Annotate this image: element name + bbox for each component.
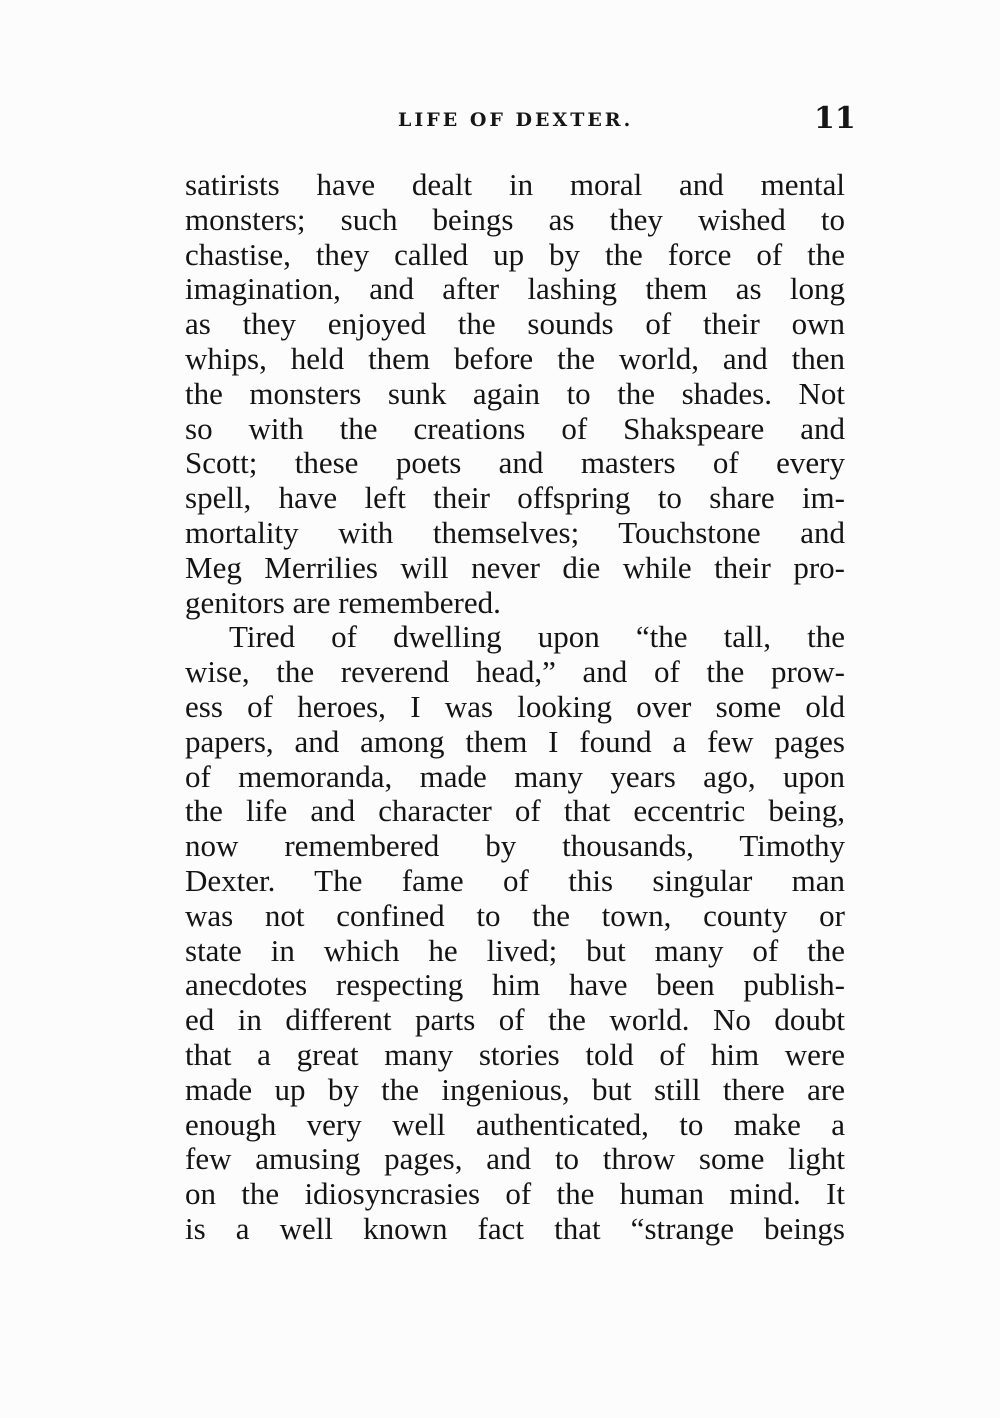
page-number: 11 bbox=[814, 101, 856, 136]
text-line: ed in different parts of the world. No doubt bbox=[185, 1002, 845, 1038]
text-line: chastise, they called up by the force of the bbox=[185, 236, 845, 272]
text-line: now remembered by thousands, Timothy bbox=[185, 828, 845, 864]
text-line: on the idiosyncrasies of the human mind. It bbox=[185, 1176, 845, 1212]
text-line: state in which he lived; but many of the bbox=[185, 932, 845, 968]
text-line: Dexter. The fame of this singular man bbox=[185, 862, 845, 898]
text-line: whips, held them before the world, and then bbox=[185, 340, 845, 376]
text-line: the life and character of that eccentric being, bbox=[185, 793, 845, 829]
text-line: so with the creations of Shakspeare and bbox=[185, 410, 845, 446]
text-line: that a great many stories told of him were bbox=[185, 1036, 845, 1072]
text-line: Scott; these poets and masters of every bbox=[185, 445, 845, 481]
text-line: anecdotes respecting him have been publish- bbox=[185, 967, 845, 1003]
body-text bbox=[185, 168, 845, 1247]
text-line: the monsters sunk again to the shades. Not bbox=[185, 375, 845, 411]
text-line: was not confined to the town, county or bbox=[185, 897, 845, 933]
running-title: LIFE OF DEXTER. bbox=[398, 109, 634, 131]
paragraph-end-line: genitors are remembered. bbox=[185, 584, 501, 620]
text-line: satirists have dealt in moral and mental bbox=[185, 167, 845, 202]
text-line: Meg Merrilies will never die while their pro- bbox=[185, 549, 845, 585]
text-line: few amusing pages, and to throw some light bbox=[185, 1141, 845, 1177]
text-line: monsters; such beings as they wished to bbox=[185, 201, 845, 237]
text-line: made up by the ingenious, but still there are bbox=[185, 1071, 845, 1107]
paragraph-start-line: Tired of dwelling upon “the tall, the bbox=[229, 619, 845, 655]
text-line: mortality with themselves; Touchstone and bbox=[185, 514, 845, 550]
text-line: papers, and among them I found a few pages bbox=[185, 723, 845, 759]
running-header bbox=[0, 103, 1000, 139]
text-line: enough very well authenticated, to make a bbox=[185, 1106, 845, 1142]
text-line: of memoranda, made many years ago, upon bbox=[185, 758, 845, 794]
text-line: ess of heroes, I was looking over some old bbox=[185, 688, 845, 724]
text-line: wise, the reverend head,” and of the prow- bbox=[185, 654, 845, 690]
text-line: as they enjoyed the sounds of their own bbox=[185, 306, 845, 342]
text-line: imagination, and after lashing them as long bbox=[185, 271, 845, 307]
text-line: spell, have left their offspring to share im- bbox=[185, 480, 845, 516]
text-line: is a well known fact that “strange beings bbox=[185, 1210, 845, 1246]
